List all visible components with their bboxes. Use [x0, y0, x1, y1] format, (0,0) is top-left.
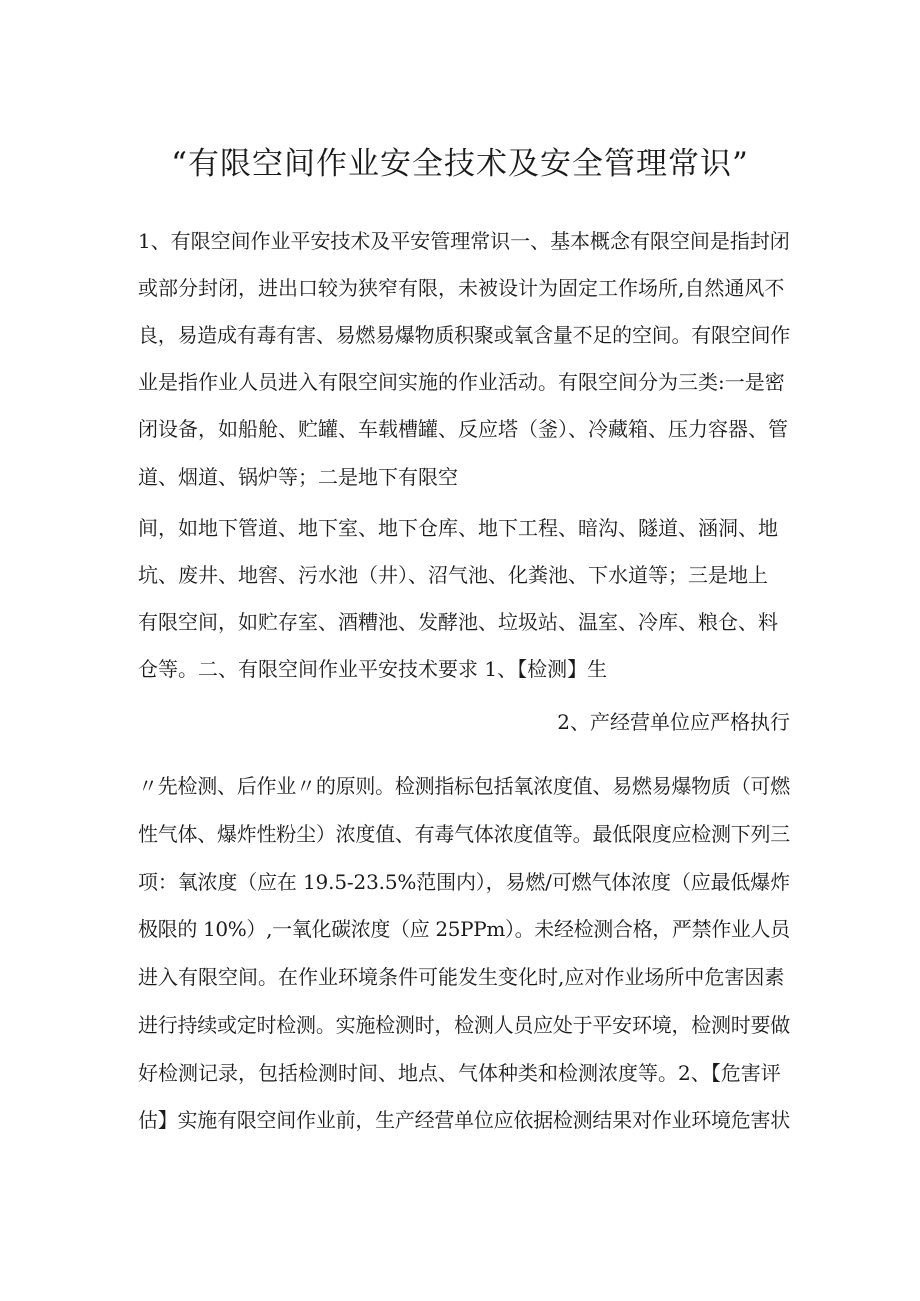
text-line: 道、烟道、锅炉等；二是地下有限空: [138, 465, 458, 489]
document-title: “有限空间作业安全技术及安全管理常识”: [171, 146, 749, 182]
text-line: 业是指作业人员进入有限空间实施的作业活动。有限空间分为三类:一是密: [138, 370, 785, 394]
text-line: 有限空间，如贮存室、酒糟池、发酵池、垃圾站、温室、冷库、粮仓、料: [138, 610, 778, 634]
text-line: 进入有限空间。在作业环境条件可能发生变化时,应对作业场所中危害因素: [138, 965, 785, 989]
text-line: 性气体、爆炸性粉尘）浓度值、有毒气体浓度值等。最低限度应检测下列三: [138, 822, 790, 846]
text-line: 良，易造成有毒有害、易燃易爆物质积聚或氧含量不足的空间。有限空间作: [138, 323, 790, 347]
text-line: 坑、废井、地窖、污水池（井）、沼气池、化粪池、下水道等；三是地上: [138, 563, 768, 587]
text-line: 闭设备，如船舱、贮罐、车载槽罐、反应塔（釜）、冷藏箱、压力容器、管: [138, 417, 788, 441]
text-line-right-aligned: 2、产经营单位应严格执行: [557, 710, 790, 734]
text-line: 仓等。二、有限空间作业平安技术要求 1、【检测】生: [138, 657, 608, 681]
text-line: 项：氧浓度（应在 19.5-23.5%范围内），易燃/可燃气体浓度（应最低爆炸: [138, 870, 790, 894]
text-line: 间，如地下管道、地下室、地下仓库、地下工程、暗沟、隧道、涵洞、地: [138, 516, 778, 540]
text-line: 估】实施有限空间作业前，生产经营单位应依据检测结果对作业环境危害状: [138, 1108, 790, 1132]
text-line: 极限的 10%）,一氧化碳浓度（应 25PPm）。未经检测合格，严禁作业人员: [138, 917, 790, 941]
text-line: 进行持续或定时检测。实施检测时，检测人员应处于平安环境，检测时要做: [138, 1013, 790, 1037]
text-line: 或部分封闭，进出口较为狭窄有限，未被设计为固定工作场所,自然通风不: [138, 276, 785, 300]
text-line: 〃先检测、后作业〃的原则。检测指标包括氧浓度值、易燃易爆物质（可燃: [138, 774, 790, 798]
text-line: 1、有限空间作业平安技术及平安管理常识一、基本概念有限空间是指封闭: [138, 229, 790, 253]
text-line: 好检测记录，包括检测时间、地点、气体种类和检测浓度等。2、【危害评: [138, 1061, 781, 1085]
